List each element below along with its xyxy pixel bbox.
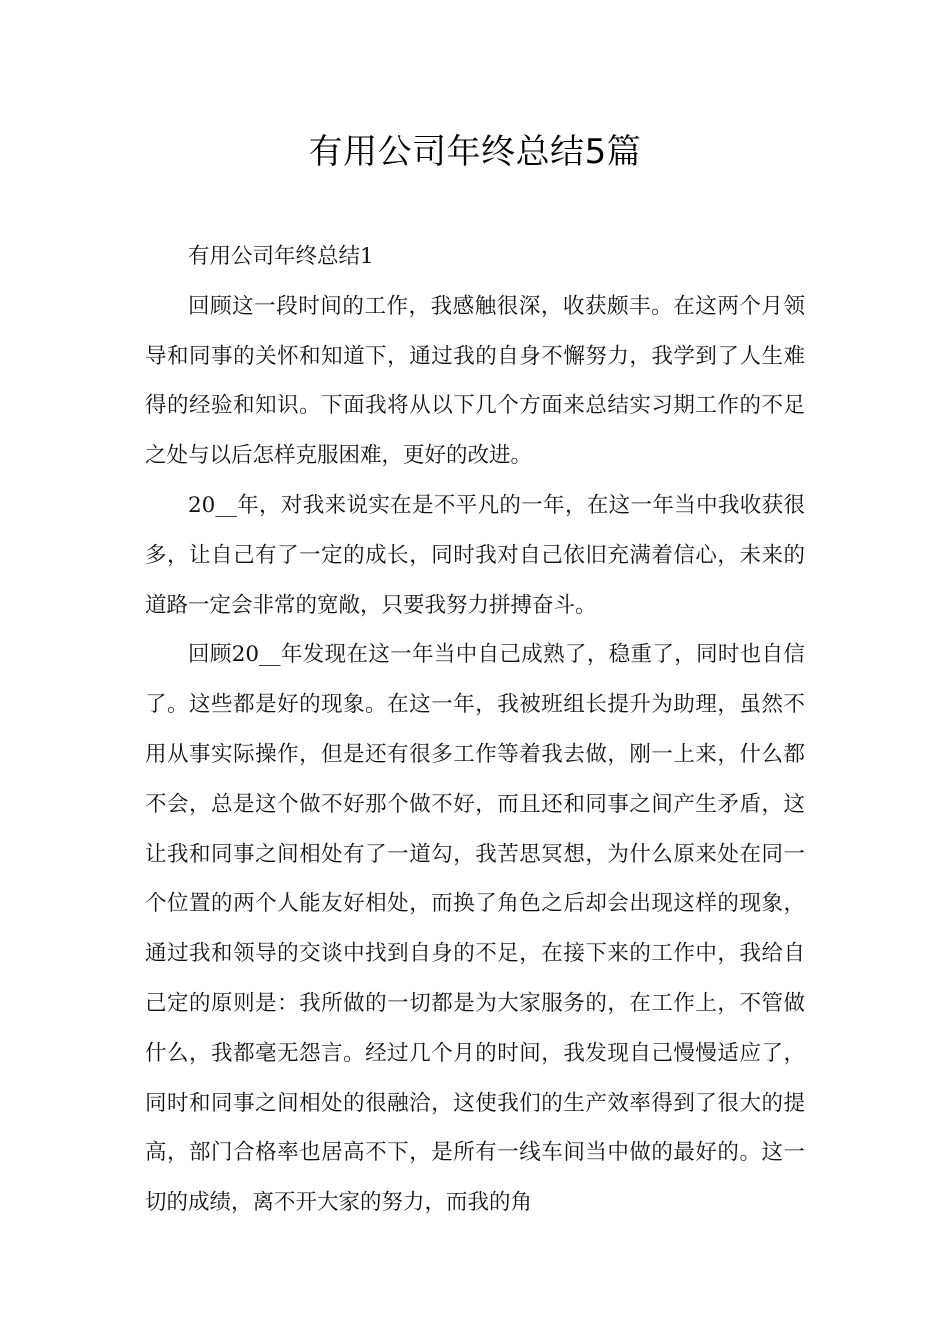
paragraph: 回顾这一段时间的工作，我感触很深，收获颇丰。在这两个月领导和同事的关怀和知道下，通过我的自身不懈努力，我学到了人生难得的经验和知识。下面我将从以下几个方面来总结实习期工作的不足之处与以后怎样克服困难，更好的改进。 xyxy=(145,293,805,469)
section-heading: 有用公司年终总结1 xyxy=(188,244,374,269)
paragraph: 回顾20__年发现在这一年当中自己成熟了，稳重了，同时也自信了。这些都是好的现象。在这一年，我被班组长提升为助理，虽然不用从事实际操作，但是还有很多工作等着我去做，刚一上来，什么都不会，总是这个做不好那个做不好，而且还和同事之间产生矛盾，这让我和同事之间相处有了一道勾，我苦思冥想，为什么原来处在同一个位置的两个人能友好相处，而换了角色之后却会出现这样的现象，通过我和领导的交谈中找到自身的不足，在接下来的工作中，我给自己定的原则是：我所做的一切都是为大家服务的，在工作上，不管做什么，我都毫无怨言。经过几个月的时间，我发现自己慢慢适应了，同时和同事之间相处的很融洽，这使我们的生产效率得到了很大的提高，部门合格率也居高不下，是所有一线车间当中做的最好的。这一切的成绩，离不开大家的努力，而我的角 xyxy=(145,642,805,1216)
document-body xyxy=(145,232,805,1228)
document-title: 有用公司年终总结5篇 xyxy=(308,132,642,172)
paragraph: 20__年，对我来说实在是不平凡的一年，在这一年当中我收获很多，让自己有了一定的成长，同时我对自己依旧充满着信心，未来的道路一定会非常的宽敞，只要我努力拼搏奋斗。 xyxy=(145,492,805,618)
